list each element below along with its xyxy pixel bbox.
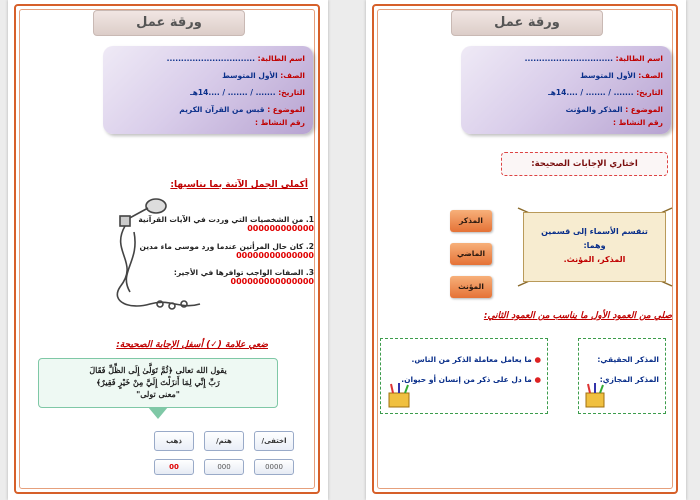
matching-heading: صلي من العمود الأول ما يناسب من العمود الثاني: (483, 311, 672, 321)
complete-sentences-heading: أكملي الجمل الآتية بما يناسبها: (170, 180, 308, 190)
question-2: 2. كان حال المرأتين عندما ورد موسى ماء مدين 00000000000000 (139, 242, 314, 260)
matching-column-2 (380, 338, 548, 414)
option-choice[interactable]: /هتم (204, 431, 244, 451)
answer-blank: 00000000000000 (236, 251, 314, 260)
option-choice[interactable]: ذهب (154, 431, 194, 451)
option-answer-box[interactable]: 0000 (254, 459, 294, 475)
date-row: التاريخ: ....... / ....... / ....14هـ (548, 88, 663, 97)
worksheet-page-left (8, 0, 328, 500)
pencil-cup-icon (385, 383, 413, 409)
checkmark-heading: ضعي علامة (✓) أسفل الإجابة الصحيحة: (116, 340, 268, 350)
match-item[interactable]: ● ما دل على ذكر من إنسان أو حيوان. (401, 375, 541, 384)
match-item[interactable]: المذكر المجازي: (599, 375, 659, 384)
choose-answers-heading: اختاري الإجابات الصحيحة: (501, 152, 668, 176)
question-3: 3. الصفات الواجب توافرها في الأجير: 000000000000000 (173, 268, 314, 286)
question-1: 1. من الشخصيات التي وردت في الآيات القرآنية 000000000000 (138, 215, 314, 233)
verse-box: يقول الله تعالى ﴿ثُمَّ تَوَلَّىٰ إِلَى الظِّلِّ فَقَالَ رَبِّ إِنِّي لِمَا أَنزَلْتَ إِلَيَّ مِنْ خَيْرٍ فَقِيرٌ﴾ "معنى تولى" (38, 358, 278, 408)
student-name-row: اسم الطالبة: ............................... (166, 54, 305, 63)
activity-row: رقم النشاط : (254, 118, 305, 127)
activity-row: رقم النشاط : (612, 118, 663, 127)
option-choice[interactable]: /اختفى (254, 431, 294, 451)
student-name-row: اسم الطالبة: ............................... (524, 54, 663, 63)
pencil-cup-icon (582, 383, 608, 409)
option-answer-box[interactable]: 000 (204, 459, 244, 475)
topic-row: الموضوع : قبس من القرآن الكريم (179, 105, 305, 114)
worksheet-page-right (366, 0, 686, 500)
match-item[interactable]: المذكر الحقيقي: (597, 355, 659, 364)
match-item[interactable]: ● ما يعامل معاملة الذكر من الناس. (411, 355, 541, 364)
student-info-panel (103, 46, 313, 134)
matching-column-1 (578, 338, 666, 414)
option-answer-box[interactable]: 00 (154, 459, 194, 475)
rule-scroll: تنقسم الأسماء إلى قسمين وهما: المذكر، المؤنث. (523, 212, 666, 282)
date-row: التاريخ: ....... / ....... / ....14هـ (190, 88, 305, 97)
worksheet-title: ورقة عمل (451, 10, 603, 36)
student-info-panel (461, 46, 671, 134)
worksheet-title: ورقة عمل (93, 10, 245, 36)
class-row: الصف: الأول المتوسط (222, 71, 305, 80)
class-row: الصف: الأول المتوسط (580, 71, 663, 80)
option-tag[interactable]: المؤنث (450, 276, 492, 298)
answer-blank: 000000000000000 (230, 277, 314, 286)
answer-blank: 000000000000 (247, 224, 314, 233)
option-tag[interactable]: الماضي (450, 243, 492, 265)
option-tag[interactable]: المذكر (450, 210, 492, 232)
verse-pointer (148, 407, 168, 419)
topic-row: الموضوع : المذكر والمؤنث (565, 105, 663, 114)
